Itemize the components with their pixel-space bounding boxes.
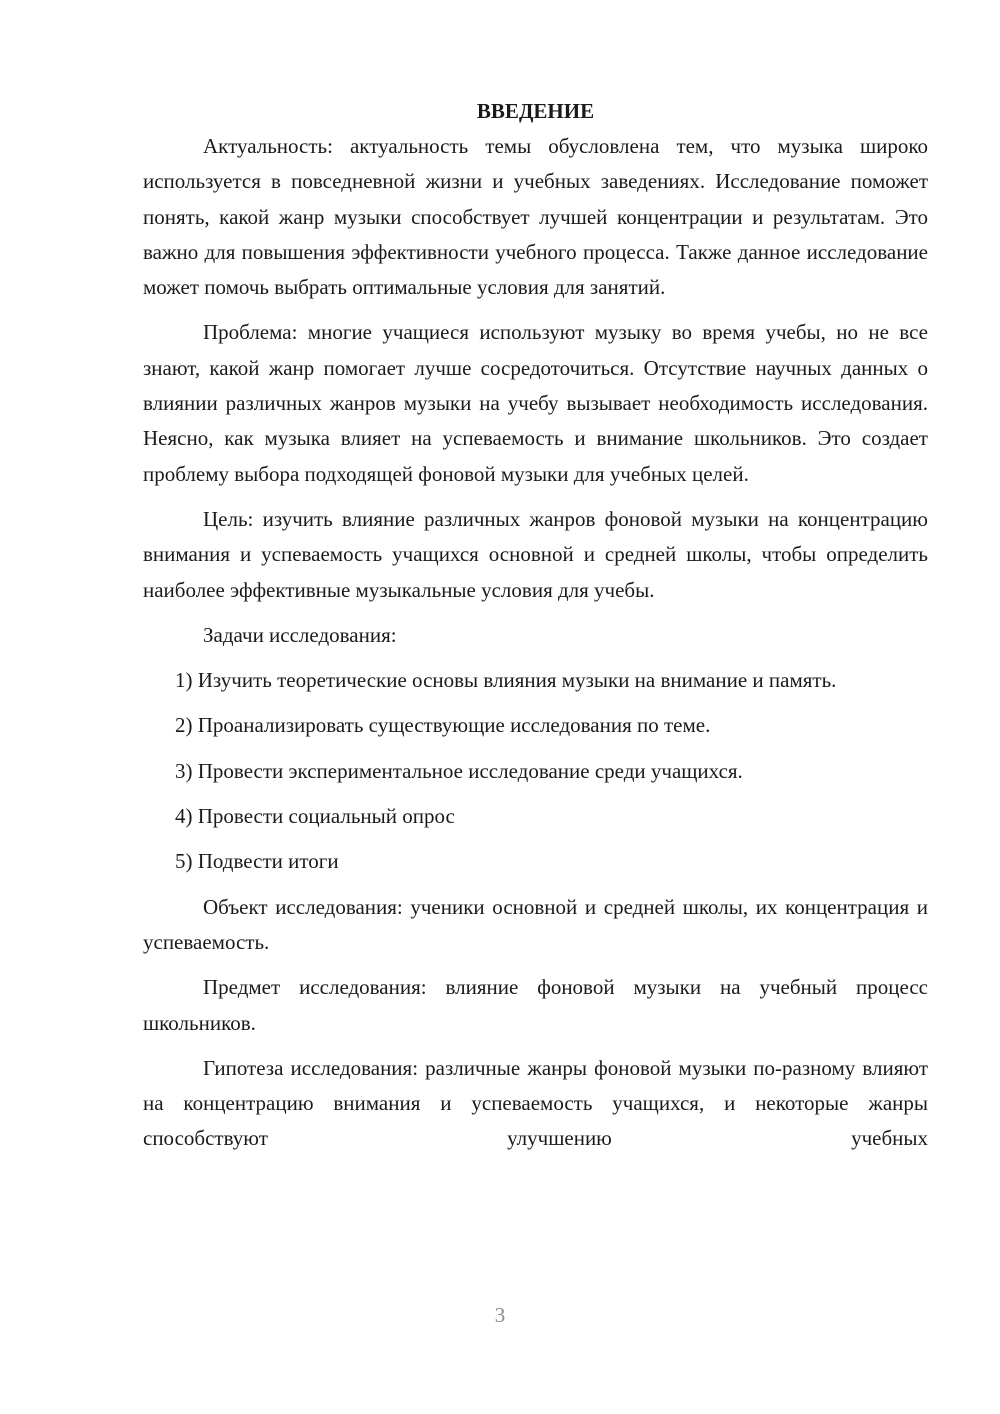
- task-item-2: 2) Проанализировать существующие исследования по теме.: [175, 713, 711, 738]
- tasks-heading: Задачи исследования:: [203, 622, 397, 647]
- page-number: 3: [494, 1303, 506, 1327]
- goal-paragraph: Цель: изучить влияние различных жанров фоновой музыки на концентрацию внимания и успеваемость учащихся основной и средней школы, чтобы определить наиболее эффективные музыкальные условия для учебы.: [143, 506, 928, 602]
- task-item-5: 5) Подвести итоги: [175, 849, 339, 874]
- task-item-1: 1) Изучить теоретические основы влияния музыки на внимание и память.: [175, 668, 837, 693]
- subject-paragraph: Предмет исследования: влияние фоновой музыки на учебный процесс школьников.: [143, 975, 928, 1035]
- relevance-paragraph: Актуальность: актуальность темы обусловлена тем, что музыка широко используется в повседневной жизни и учебных заведениях. Исследование поможет понять, какой жанр музыки способствует лучшей концентрации и результатам. Это важно для повышения эффективности учебного процесса. Также данное исследование может помочь выбрать оптимальные условия для занятий.: [143, 134, 928, 300]
- document-page: [143, 94, 928, 1157]
- hypothesis-paragraph: Гипотеза исследования: различные жанры фоновой музыки по-разному влияют на концентрацию внимания и успеваемость учащихся, и некоторые жанры способствуют улучшению учебных: [143, 1055, 928, 1151]
- task-item-4: 4) Провести социальный опрос: [175, 804, 455, 829]
- problem-paragraph: Проблема: многие учащиеся используют музыку во время учебы, но не все знают, какой жанр помогает лучше сосредоточиться. Отсутствие научных данных о влиянии различных жанров музыки на учебу вызывает необходимость исследования. Неясно, как музыка влияет на успеваемость и внимание школьников. Это создает проблему выбора подходящей фоновой музыки для учебных целей.: [143, 320, 928, 486]
- section-title: ВВЕДЕНИЕ: [476, 99, 595, 123]
- task-item-3: 3) Провести экспериментальное исследование среди учащихся.: [175, 758, 743, 783]
- object-paragraph: Объект исследования: ученики основной и средней школы, их концентрация и успеваемость.: [143, 894, 928, 954]
